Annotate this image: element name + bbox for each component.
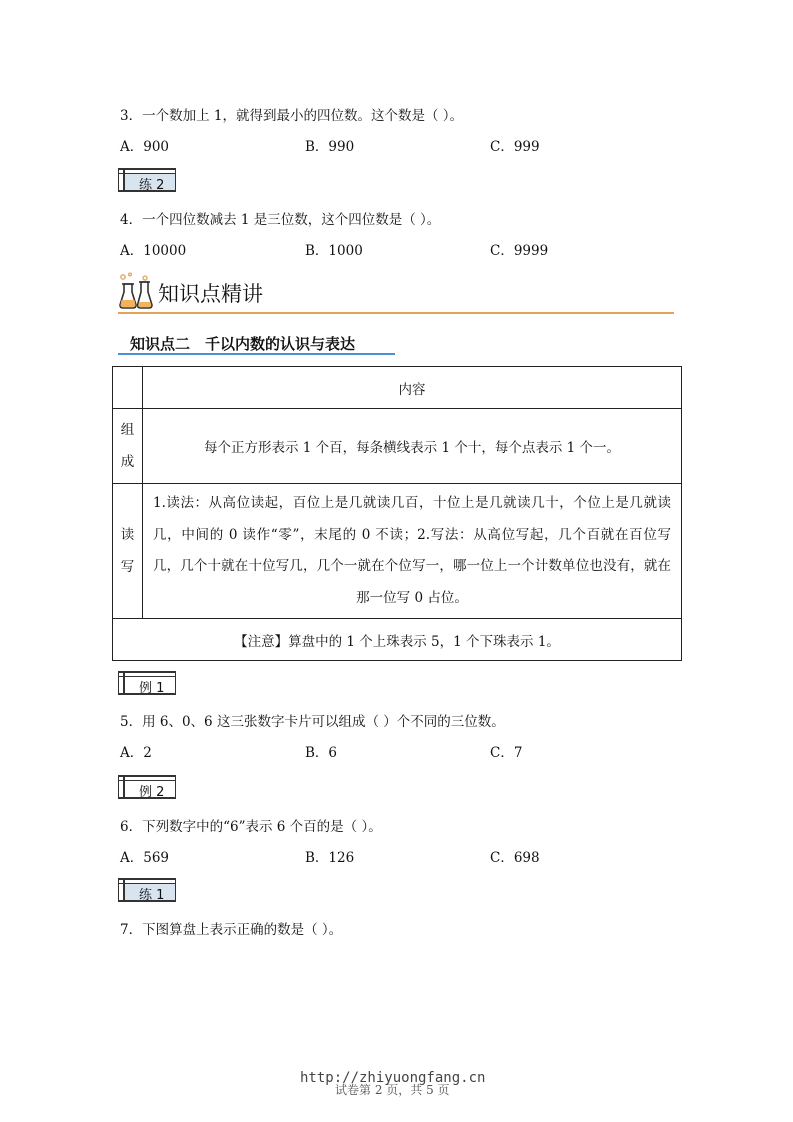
question-4-text: 4．一个四位数减去 1 是三位数，这个四位数是（ ）。 (120, 212, 441, 228)
example-tag-2 (118, 775, 176, 799)
table-corner-cell (113, 367, 143, 409)
example-tag-label: 例 1 (139, 681, 165, 696)
option-b: B．1000 (305, 243, 363, 259)
practice-tag-2 (118, 168, 176, 192)
option-c: C．9999 (490, 243, 549, 259)
row-label-composition: 组成 (113, 409, 143, 484)
content-table (112, 366, 682, 661)
watermark-url: http://zhiyuongfang.cn (300, 1070, 486, 1086)
flask-icon (118, 272, 154, 310)
option-a: A．569 (120, 850, 170, 866)
section-title: 知识点精讲 (158, 282, 263, 306)
question-7-text: 7．下图算盘上表示正确的数是（ ）。 (120, 922, 343, 938)
example-tag-label: 例 2 (139, 785, 165, 800)
example-tag-1 (118, 671, 176, 695)
option-c: C．7 (490, 745, 523, 761)
option-c: C．698 (490, 850, 540, 866)
option-a: A．2 (120, 745, 152, 761)
table-header: 内容 (143, 367, 682, 409)
practice-tag-1 (118, 878, 176, 902)
option-a: A．10000 (120, 243, 187, 259)
question-3-options (120, 135, 680, 155)
row-text-composition: 每个正方形表示 1 个百，每条横线表示 1 个十，每个点表示 1 个一。 (143, 409, 682, 484)
question-5-options (120, 741, 680, 761)
question-4-options (120, 239, 680, 259)
table-note: 【注意】算盘中的 1 个上珠表示 5，1 个下珠表示 1。 (113, 619, 682, 661)
option-a: A．900 (120, 139, 170, 155)
section-divider (118, 312, 674, 314)
question-6-options (120, 846, 680, 866)
practice-tag-label: 练 2 (139, 178, 165, 193)
option-c: C．999 (490, 139, 540, 155)
row-text-read-write: 1.读法：从高位读起，百位上是几就读几百，十位上是几就读几十，个位上是几就读几，中间的 0 读作“零”，末尾的 0 不读；2.写法：从高位写起，几个百就在百位写几，几个十就在十位写几，几个一就在个位写一，哪一位上一个计数单位也没有，就在那一位写 0 占位。 (143, 484, 682, 619)
question-6-text: 6．下列数字中的“6”表示 6 个百的是（ ）。 (120, 819, 382, 835)
question-5-text: 5．用 6、0、6 这三张数字卡片可以组成（ ）个不同的三位数。 (120, 714, 505, 730)
option-b: B．6 (305, 745, 338, 761)
knowledge-point-underline (118, 353, 395, 355)
question-3-text: 3．一个数加上 1，就得到最小的四位数。这个数是（ ）。 (120, 108, 464, 124)
practice-tag-label: 练 1 (139, 888, 165, 903)
option-b: B．126 (305, 850, 355, 866)
option-b: B．990 (305, 139, 355, 155)
knowledge-point-title: 知识点二 千以内数的认识与表达 (130, 335, 356, 353)
page-number: 试卷第 2 页，共 5 页 (335, 1083, 450, 1097)
row-label-read-write: 读写 (113, 484, 143, 619)
